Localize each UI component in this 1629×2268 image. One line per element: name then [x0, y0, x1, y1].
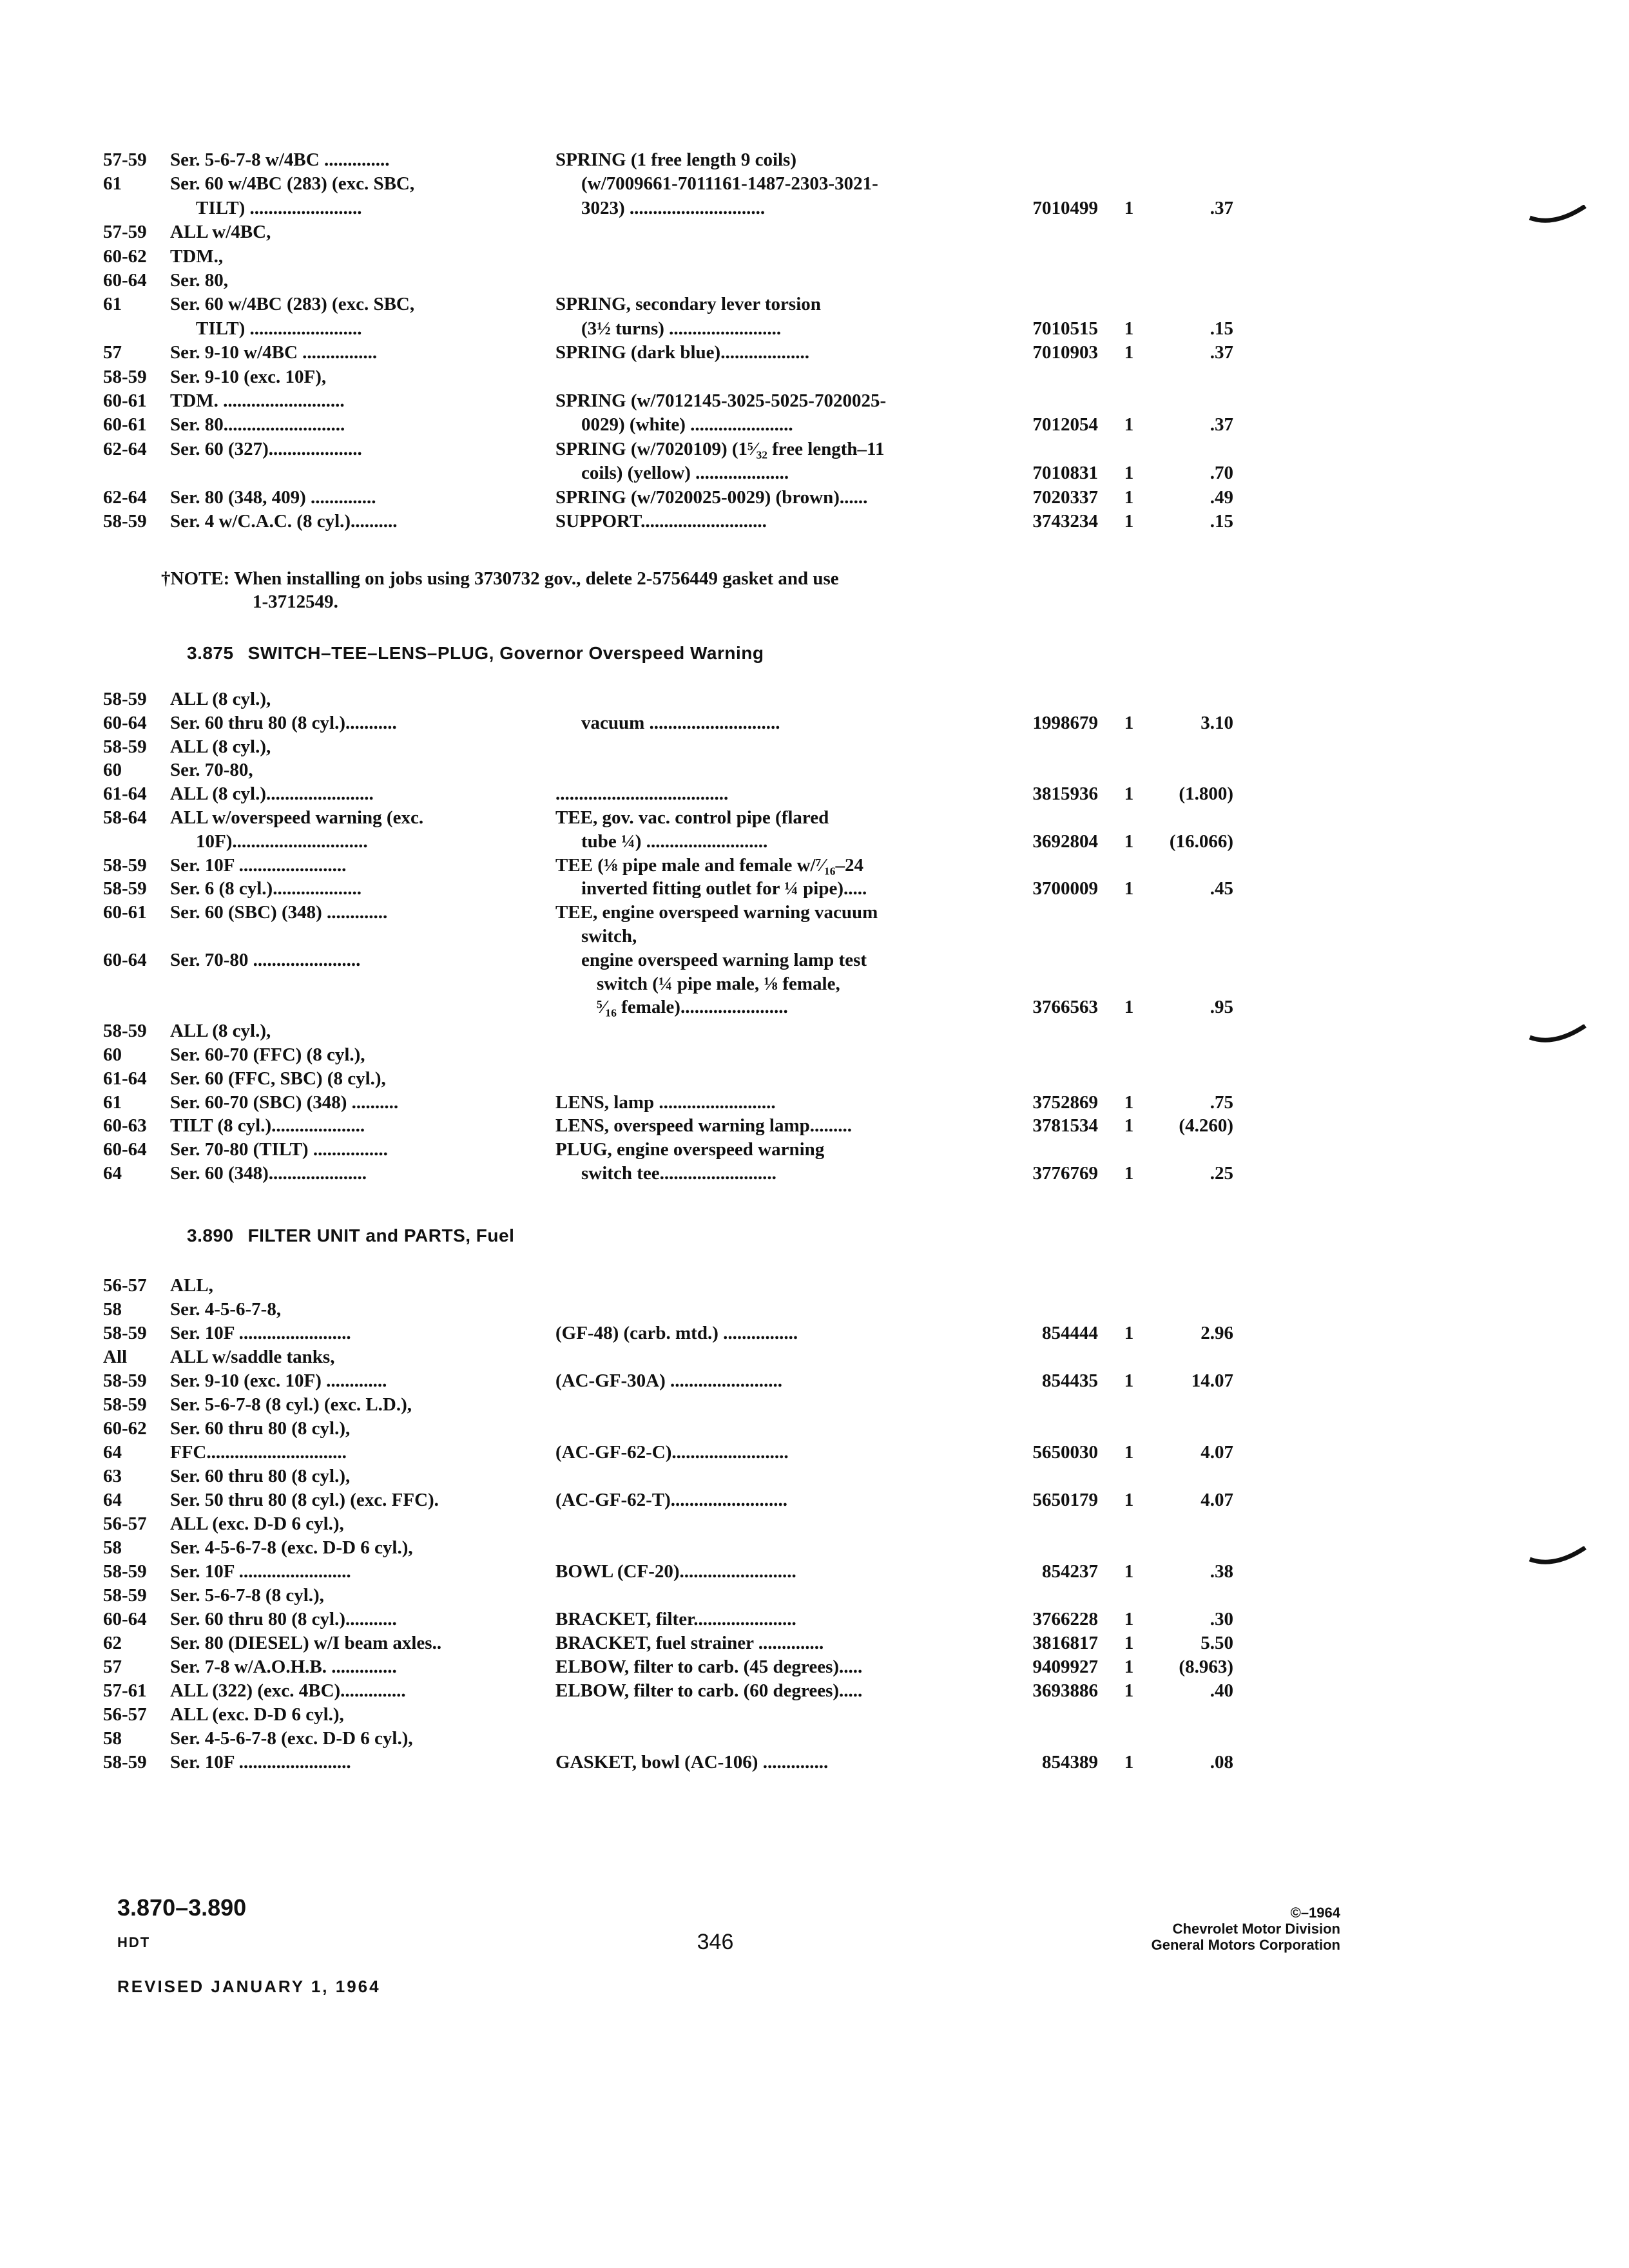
margin-tick-mark [1528, 1546, 1586, 1568]
cell-app: Ser. 9-10 w/4BC ................ [170, 342, 378, 363]
cell-app: Ser. 80 (348, 409) .............. [170, 486, 376, 508]
table-row [0, 1042, 1629, 1068]
cell-app: Ser. 9-10 (exc. 10F), [170, 366, 327, 387]
cell-app: Ser. 60 (348)..................... [170, 1163, 367, 1184]
cell-price: .15 [1210, 318, 1233, 339]
cell-yr: 58 [103, 1537, 122, 1558]
cell-price: .38 [1210, 1561, 1233, 1582]
cell-app: Ser. 5-6-7-8 w/4BC .............. [170, 149, 390, 170]
cell-qty: 1 [1124, 1442, 1134, 1463]
cell-num: 3743234 [1032, 511, 1098, 532]
table-row [0, 508, 1629, 534]
cell-app: Ser. 9-10 (exc. 10F) ............. [170, 1370, 387, 1391]
cell-part: (w/7009661-7011161-1487-2303-3021- [581, 173, 878, 195]
cell-yr: 57-59 [103, 222, 147, 243]
cell-yr: All [103, 1347, 128, 1367]
cell-yr: 60-61 [103, 414, 147, 436]
cell-part: inverted fitting outlet for ¼ pipe)..... [581, 878, 867, 899]
cell-app: Ser. 4 w/C.A.C. (8 cyl.).......... [170, 511, 398, 532]
cell-part: BRACKET, fuel strainer .............. [555, 1633, 824, 1653]
cell-qty: 1 [1124, 197, 1134, 218]
cell-yr: 58-59 [103, 854, 147, 876]
table-row [0, 171, 1629, 197]
cell-app: Ser. 4-5-6-7-8, [170, 1299, 282, 1320]
footer-copyright-block [1044, 1905, 1340, 1953]
cell-app: ALL w/overspeed warning (exc. [170, 807, 424, 828]
cell-qty: 1 [1124, 1752, 1134, 1773]
section-title: SWITCH–TEE–LENS–PLUG, Governor Overspeed Warning [247, 643, 764, 663]
cell-qty: 1 [1124, 1561, 1134, 1582]
cell-app: ALL (8 cyl.), [170, 689, 271, 709]
cell-num: 7020337 [1032, 486, 1098, 508]
cell-price: .30 [1210, 1609, 1233, 1629]
cell-app: Ser. 60 thru 80 (8 cyl.)........... [170, 1609, 397, 1629]
cell-part: SPRING (dark blue)................... [555, 342, 809, 363]
table-row [0, 1463, 1629, 1489]
cell-app: TILT) ........................ [196, 197, 362, 218]
section-heading-3-890 [187, 1223, 514, 1249]
cell-app: Ser. 4-5-6-7-8 (exc. D-D 6 cyl.), [170, 1537, 413, 1558]
section-number: 3.875 [187, 643, 234, 663]
note-line-1: †NOTE: When installing on jobs using 3730732 gov., delete 2-5756449 gasket and use [161, 568, 839, 589]
cell-part: SPRING (w/7020109) (1⁵⁄₃₂ free length–11 [555, 438, 885, 459]
cell-yr: 64 [103, 1442, 122, 1463]
cell-part: tube ¼) .......................... [581, 831, 768, 852]
table-row [0, 757, 1629, 783]
cell-app: Ser. 5-6-7-8 (8 cyl.) (exc. L.D.), [170, 1394, 412, 1415]
cell-qty: 1 [1124, 486, 1134, 508]
cell-qty: 1 [1124, 1163, 1134, 1184]
table-row [0, 1273, 1629, 1298]
table-row [0, 1320, 1629, 1346]
table-row [0, 734, 1629, 760]
cell-app: ALL (8 cyl.), [170, 1021, 271, 1042]
cell-qty: 1 [1124, 1490, 1134, 1510]
table-row [0, 971, 1629, 997]
cell-price: .37 [1210, 197, 1233, 218]
table-row [0, 710, 1629, 736]
cell-qty: 1 [1124, 1091, 1134, 1113]
cell-app: ALL w/saddle tanks, [170, 1347, 335, 1367]
table-row [0, 805, 1629, 831]
cell-price: 14.07 [1191, 1370, 1233, 1391]
cell-yr: 58-59 [103, 736, 147, 757]
cell-app: Ser. 70-80 (TILT) ................ [170, 1139, 388, 1160]
cell-yr: 58 [103, 1299, 122, 1320]
cell-yr: 60-64 [103, 1139, 147, 1160]
cell-price: .95 [1210, 997, 1233, 1018]
cell-part: PLUG, engine overspeed warning [555, 1139, 825, 1160]
cell-price: .37 [1210, 342, 1233, 363]
page-number: 346 [697, 1930, 734, 1954]
cell-price: .49 [1210, 486, 1233, 508]
table-row [0, 1066, 1629, 1091]
cell-part: ..................................... [555, 783, 729, 805]
cell-part: (3½ turns) ........................ [581, 318, 782, 339]
section-heading-3-875 [187, 640, 764, 666]
cell-part: GASKET, bowl (AC-106) .............. [555, 1752, 829, 1773]
table-row [0, 1018, 1629, 1044]
cell-app: Ser. 60-70 (SBC) (348) .......... [170, 1091, 399, 1113]
cell-qty: 1 [1124, 1323, 1134, 1343]
cell-num: 3693886 [1032, 1680, 1098, 1701]
table-row [0, 1137, 1629, 1162]
cell-part: BRACKET, filter...................... [555, 1609, 796, 1629]
cell-part: SUPPORT........................... [555, 511, 767, 532]
cell-num: 3766228 [1032, 1609, 1098, 1629]
revision-date: REVISED JANUARY 1, 1964 [117, 1977, 381, 1996]
cell-yr: 63 [103, 1466, 122, 1486]
cell-app: TDM. .......................... [170, 390, 345, 411]
cell-app: Ser. 80, [170, 270, 228, 291]
cell-app: Ser. 60 w/4BC (283) (exc. SBC, [170, 294, 415, 315]
table-row [0, 316, 1629, 341]
cell-app: TILT (8 cyl.).................... [170, 1115, 365, 1137]
cell-num: 854444 [1042, 1323, 1098, 1343]
cell-yr: 58 [103, 1728, 122, 1749]
cell-part: (GF-48) (carb. mtd.) ................ [555, 1323, 798, 1343]
cell-num: 3815936 [1032, 783, 1098, 805]
cell-num: 7010515 [1032, 318, 1098, 339]
cell-yr: 60-62 [103, 245, 147, 267]
cell-yr: 57 [103, 1657, 122, 1677]
cell-app: TILT) ........................ [196, 318, 362, 339]
cell-part: SPRING (w/7020025-0029) (brown)...... [555, 486, 868, 508]
cell-qty: 1 [1124, 997, 1134, 1018]
cell-app: 10F)............................. [196, 831, 368, 852]
cell-app: Ser. 50 thru 80 (8 cyl.) (exc. FFC). [170, 1490, 439, 1510]
cell-qty: 1 [1124, 318, 1134, 339]
cell-yr: 58-59 [103, 366, 147, 387]
cell-num: 854435 [1042, 1370, 1098, 1391]
cell-num: 9409927 [1032, 1657, 1098, 1677]
note-line-2: 1-3712549. [253, 591, 338, 612]
cell-yr: 58-59 [103, 1585, 147, 1606]
table-row [0, 195, 1629, 221]
cell-price: .08 [1210, 1752, 1233, 1773]
section-title: FILTER UNIT and PARTS, Fuel [247, 1225, 515, 1245]
cell-yr: 58-59 [103, 1370, 147, 1391]
cell-yr: 61-64 [103, 1068, 147, 1089]
footer-section-range: 3.870–3.890 [117, 1894, 247, 1921]
cell-part: coils) (yellow) .................... [581, 463, 789, 484]
table-row [0, 291, 1629, 317]
cell-num: 854237 [1042, 1561, 1098, 1582]
cell-price: 4.07 [1200, 1442, 1233, 1463]
cell-app: Ser. 60 thru 80 (8 cyl.)........... [170, 712, 397, 733]
cell-app: Ser. 60-70 (FFC) (8 cyl.), [170, 1044, 365, 1065]
cell-yr: 56-57 [103, 1704, 147, 1725]
cell-price: .37 [1210, 414, 1233, 436]
table-row [0, 947, 1629, 973]
table-row [0, 1113, 1629, 1139]
cell-qty: 1 [1124, 783, 1134, 805]
cell-app: Ser. 80.......................... [170, 414, 345, 436]
table-row [0, 244, 1629, 269]
cell-num: 3692804 [1032, 831, 1098, 852]
cell-qty: 1 [1124, 1115, 1134, 1137]
cell-qty: 1 [1124, 1680, 1134, 1701]
table-row [0, 1368, 1629, 1394]
table-row [0, 852, 1629, 878]
cell-part: LENS, overspeed warning lamp......... [555, 1115, 853, 1137]
cell-price: .15 [1210, 511, 1233, 532]
cell-yr: 61-64 [103, 783, 147, 805]
cell-num: 3700009 [1032, 878, 1098, 899]
cell-num: 5650179 [1032, 1490, 1098, 1510]
cell-yr: 60-61 [103, 902, 147, 923]
cell-app: Ser. 4-5-6-7-8 (exc. D-D 6 cyl.), [170, 1728, 413, 1749]
company-corporation: General Motors Corporation [1151, 1937, 1340, 1953]
cell-yr: 58-59 [103, 511, 147, 532]
table-row [0, 1654, 1629, 1680]
cell-yr: 58-59 [103, 1394, 147, 1415]
table-row [0, 1630, 1629, 1656]
cell-part: switch (¼ pipe male, ⅛ female, [597, 973, 840, 994]
cell-part: vacuum ............................ [581, 712, 780, 733]
cell-yr: 57-59 [103, 149, 147, 170]
cell-price: .45 [1210, 878, 1233, 899]
cell-app: Ser. 5-6-7-8 (8 cyl.), [170, 1585, 324, 1606]
cell-app: ALL (8 cyl.), [170, 736, 271, 757]
table-row [0, 923, 1629, 949]
cell-part: engine overspeed warning lamp test [581, 949, 867, 970]
cell-part: 3023) ............................. [581, 197, 766, 218]
cell-yr: 61 [103, 173, 122, 195]
cell-app: Ser. 70-80 ....................... [170, 949, 361, 970]
cell-qty: 1 [1124, 342, 1134, 363]
cell-yr: 62-64 [103, 486, 147, 508]
cell-app: Ser. 7-8 w/A.O.H.B. .............. [170, 1657, 397, 1677]
table-row [0, 1160, 1629, 1186]
cell-yr: 60-62 [103, 1418, 147, 1439]
cell-yr: 57 [103, 342, 122, 363]
table-row [0, 994, 1629, 1020]
cell-yr: 60-64 [103, 712, 147, 733]
cell-part: LENS, lamp ......................... [555, 1091, 776, 1113]
cell-qty: 1 [1124, 463, 1134, 484]
cell-num: 3776769 [1032, 1163, 1098, 1184]
cell-qty: 1 [1124, 1370, 1134, 1391]
cell-yr: 60-64 [103, 949, 147, 970]
cell-part: (AC-GF-62-T)......................... [555, 1490, 788, 1510]
table-row [0, 485, 1629, 510]
cell-qty: 1 [1124, 1657, 1134, 1677]
cell-price: (8.963) [1179, 1657, 1233, 1677]
cell-price: (1.800) [1179, 783, 1233, 805]
cell-num: 7010831 [1032, 463, 1098, 484]
cell-price: .70 [1210, 463, 1233, 484]
cell-yr: 61 [103, 294, 122, 315]
table-row [0, 1606, 1629, 1632]
cell-yr: 58-59 [103, 1752, 147, 1773]
cell-num: 854389 [1042, 1752, 1098, 1773]
cell-app: ALL (8 cyl.)....................... [170, 783, 374, 805]
cell-app: ALL w/4BC, [170, 222, 271, 243]
margin-tick-mark [1528, 205, 1586, 227]
company-division: Chevrolet Motor Division [1172, 1921, 1340, 1937]
cell-part: TEE, engine overspeed warning vacuum [555, 902, 878, 923]
cell-qty: 1 [1124, 1633, 1134, 1653]
cell-part: TEE (⅛ pipe male and female w/⁷⁄₁₆–24 [555, 854, 864, 876]
table-row [0, 876, 1629, 901]
cell-yr: 57-61 [103, 1680, 147, 1701]
table-row [0, 1392, 1629, 1418]
table-row [0, 1344, 1629, 1370]
table-row [0, 147, 1629, 173]
table-row [0, 1511, 1629, 1537]
cell-yr: 62 [103, 1633, 122, 1653]
cell-yr: 58-64 [103, 807, 147, 828]
table-row [0, 1487, 1629, 1513]
cell-yr: 60-64 [103, 270, 147, 291]
table-row [0, 340, 1629, 365]
table-row [0, 412, 1629, 437]
margin-tick-mark [1528, 1024, 1586, 1046]
cell-price: (16.066) [1169, 831, 1233, 852]
cell-num: 1998679 [1032, 712, 1098, 733]
cell-app: Ser. 60 w/4BC (283) (exc. SBC, [170, 173, 415, 195]
table-row [0, 1090, 1629, 1115]
cell-num: 7010903 [1032, 342, 1098, 363]
cell-num: 3766563 [1032, 997, 1098, 1018]
cell-yr: 56-57 [103, 1514, 147, 1534]
table-row [0, 1678, 1629, 1704]
cell-part: TEE, gov. vac. control pipe (flared [555, 807, 829, 828]
cell-app: Ser. 60 thru 80 (8 cyl.), [170, 1466, 351, 1486]
cell-yr: 60-64 [103, 1609, 147, 1629]
cell-app: ALL, [170, 1275, 213, 1296]
cell-price: .75 [1210, 1091, 1233, 1113]
table-row [0, 1702, 1629, 1727]
cell-num: 3752869 [1032, 1091, 1098, 1113]
cell-price: 4.07 [1200, 1490, 1233, 1510]
cell-yr: 56-57 [103, 1275, 147, 1296]
copyright: ©–1964 [1290, 1905, 1340, 1921]
installation-note [161, 567, 1095, 613]
cell-app: Ser. 10F ........................ [170, 1323, 351, 1343]
table-row [0, 267, 1629, 293]
cell-app: Ser. 10F ........................ [170, 1561, 351, 1582]
cell-part: (AC-GF-30A) ........................ [555, 1370, 782, 1391]
table-row [0, 436, 1629, 462]
cell-yr: 61 [103, 1091, 122, 1113]
cell-app: ALL (322) (exc. 4BC).............. [170, 1680, 406, 1701]
cell-yr: 60 [103, 760, 122, 781]
cell-app: Ser. 80 (DIESEL) w/I beam axles.. [170, 1633, 442, 1653]
cell-app: Ser. 60 (SBC) (348) ............. [170, 902, 388, 923]
cell-price: .25 [1210, 1163, 1233, 1184]
cell-num: 7010499 [1032, 197, 1098, 218]
cell-app: Ser. 60 (327).................... [170, 438, 362, 459]
cell-part: switch, [581, 926, 637, 947]
cell-part: ELBOW, filter to carb. (45 degrees)..... [555, 1657, 863, 1677]
cell-num: 3781534 [1032, 1115, 1098, 1137]
cell-yr: 62-64 [103, 438, 147, 459]
cell-price: .40 [1210, 1680, 1233, 1701]
cell-qty: 1 [1124, 511, 1134, 532]
cell-app: FFC.............................. [170, 1442, 347, 1463]
cell-yr: 64 [103, 1490, 122, 1510]
cell-part: ⁵⁄₁₆ female)....................... [597, 997, 788, 1018]
cell-yr: 58-59 [103, 1021, 147, 1042]
cell-qty: 1 [1124, 1609, 1134, 1629]
table-row [0, 686, 1629, 712]
footer-code: HDT [117, 1934, 151, 1950]
table-row [0, 1749, 1629, 1775]
cell-qty: 1 [1124, 831, 1134, 852]
cell-app: Ser. 70-80, [170, 760, 253, 781]
cell-part: 0029) (white) ...................... [581, 414, 793, 436]
table-row [0, 219, 1629, 245]
table-row [0, 899, 1629, 925]
cell-yr: 58-59 [103, 1323, 147, 1343]
table-row [0, 364, 1629, 390]
cell-part: ELBOW, filter to carb. (60 degrees)..... [555, 1680, 863, 1701]
cell-qty: 1 [1124, 414, 1134, 436]
cell-part: SPRING (1 free length 9 coils) [555, 149, 796, 170]
table-row [0, 1725, 1629, 1751]
cell-app: TDM., [170, 245, 224, 267]
cell-price: (4.260) [1179, 1115, 1233, 1137]
table-row [0, 1559, 1629, 1584]
cell-app: Ser. 60 (FFC, SBC) (8 cyl.), [170, 1068, 386, 1089]
cell-yr: 58-59 [103, 878, 147, 899]
cell-app: Ser. 10F ........................ [170, 1752, 351, 1773]
cell-qty: 1 [1124, 712, 1134, 733]
cell-app: Ser. 6 (8 cyl.)................... [170, 878, 361, 899]
cell-price: 2.96 [1200, 1323, 1233, 1343]
cell-yr: 64 [103, 1163, 122, 1184]
cell-price: 3.10 [1200, 712, 1233, 733]
table-row [0, 388, 1629, 414]
cell-part: SPRING, secondary lever torsion [555, 294, 821, 315]
cell-part: (AC-GF-62-C)......................... [555, 1442, 789, 1463]
cell-yr: 60-63 [103, 1115, 147, 1137]
cell-app: ALL (exc. D-D 6 cyl.), [170, 1704, 344, 1725]
table-row [0, 1535, 1629, 1561]
section-number: 3.890 [187, 1225, 234, 1245]
table-row [0, 1416, 1629, 1441]
table-row [0, 1296, 1629, 1322]
cell-num: 3816817 [1032, 1633, 1098, 1653]
cell-app: Ser. 60 thru 80 (8 cyl.), [170, 1418, 351, 1439]
table-row [0, 829, 1629, 854]
table-row [0, 781, 1629, 807]
cell-num: 7012054 [1032, 414, 1098, 436]
cell-part: SPRING (w/7012145-3025-5025-7020025- [555, 390, 887, 411]
cell-yr: 60-61 [103, 390, 147, 411]
table-row [0, 1582, 1629, 1608]
cell-yr: 58-59 [103, 689, 147, 709]
cell-part: switch tee......................... [581, 1163, 776, 1184]
cell-app: Ser. 10F ....................... [170, 854, 347, 876]
cell-yr: 58-59 [103, 1561, 147, 1582]
table-row [0, 460, 1629, 486]
cell-yr: 60 [103, 1044, 122, 1065]
cell-part: BOWL (CF-20)......................... [555, 1561, 796, 1582]
cell-qty: 1 [1124, 878, 1134, 899]
cell-app: ALL (exc. D-D 6 cyl.), [170, 1514, 344, 1534]
cell-num: 5650030 [1032, 1442, 1098, 1463]
cell-price: 5.50 [1200, 1633, 1233, 1653]
table-row [0, 1439, 1629, 1465]
